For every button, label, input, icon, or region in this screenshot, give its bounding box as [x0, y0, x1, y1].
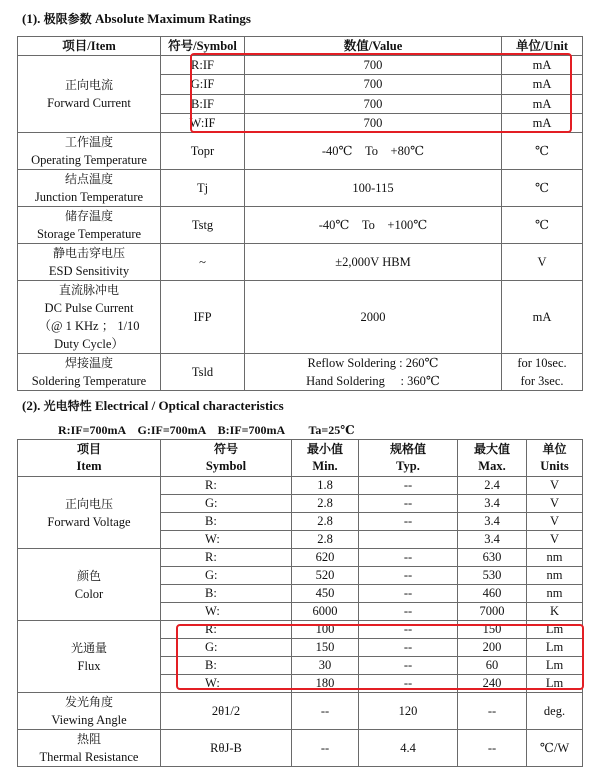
header-item: 项目/Item [18, 37, 161, 56]
unit-cell: ℃/W [527, 730, 583, 767]
color-group [18, 549, 583, 621]
min-cell: 180 [292, 675, 359, 693]
table-row [18, 730, 583, 767]
section2-number: (2). [22, 398, 41, 413]
max-cell: 630 [458, 549, 527, 567]
typ-cell: -- [359, 639, 458, 657]
forward-voltage-group [18, 477, 583, 549]
symbol-cell: W: [161, 531, 292, 549]
item-cn: 工作温度 [64, 135, 113, 149]
thermal-resistance-item [18, 730, 161, 767]
table-row [18, 207, 583, 244]
header-cn: 最大值 [473, 442, 510, 456]
typ-cell: -- [359, 621, 458, 639]
unit-cell: mA [502, 94, 583, 113]
item-en: DC Pulse Current [44, 301, 134, 315]
soldering-item [18, 354, 161, 391]
min-cell: 1.8 [292, 477, 359, 495]
min-cell: 520 [292, 567, 359, 585]
typ-cell: -- [359, 675, 458, 693]
viewing-angle-item [18, 693, 161, 730]
unit-cell [502, 354, 583, 391]
forward-voltage-item [18, 477, 161, 549]
symbol-cell: IFP [161, 281, 245, 354]
flux-highlight [176, 624, 584, 690]
item-en: Junction Temperature [34, 190, 144, 204]
value-cell: ±2,000V HBM [245, 244, 502, 281]
unit-cell: V [527, 495, 583, 513]
header-symbol: 符号/Symbol [161, 37, 245, 56]
item-en: Flux [77, 658, 101, 673]
symbol-cell: B: [161, 585, 292, 603]
max-cell: 3.4 [458, 495, 527, 513]
hand-duration: for 3sec. [520, 374, 564, 388]
max-cell: -- [458, 693, 527, 730]
symbol-cell: B:IF [161, 94, 245, 113]
max-cell: 60 [458, 657, 527, 675]
item-cn: 颜色 [76, 568, 101, 583]
max-cell: 240 [458, 675, 527, 693]
unit-cell: Lm [527, 657, 583, 675]
header-cn: 项目 [76, 442, 101, 456]
symbol-cell: Tsld [161, 354, 245, 391]
header-unit: 单位/Unit [502, 37, 583, 56]
reflow-duration: for 10sec. [517, 356, 567, 370]
header-cn: 符号 [213, 442, 238, 456]
min-cell: 2.8 [292, 495, 359, 513]
min-cell: 2.8 [292, 513, 359, 531]
max-cell: 460 [458, 585, 527, 603]
symbol-cell: R: [161, 621, 292, 639]
color-item [18, 549, 161, 621]
min-cell: -- [292, 730, 359, 767]
unit-cell: nm [527, 549, 583, 567]
table-row [18, 170, 583, 207]
max-cell: 7000 [458, 603, 527, 621]
header-cn: 最小值 [306, 442, 343, 456]
table-row [18, 477, 583, 495]
symbol-cell: 2θ1/2 [161, 693, 292, 730]
unit-cell: mA [502, 113, 583, 132]
item-cn: 储存温度 [64, 209, 113, 223]
typ-cell: -- [359, 495, 458, 513]
symbol-cell: R: [161, 549, 292, 567]
item-en: Storage Temperature [36, 227, 142, 241]
min-cell: 2.8 [292, 531, 359, 549]
unit-cell: mA [502, 75, 583, 94]
item-en: Operating Temperature [31, 153, 147, 167]
esd-item [18, 244, 161, 281]
typ-cell: -- [359, 567, 458, 585]
typ-cell: -- [359, 513, 458, 531]
header-en: Min. [312, 459, 338, 473]
max-cell: 3.4 [458, 513, 527, 531]
min-cell: 450 [292, 585, 359, 603]
unit-cell: nm [527, 585, 583, 603]
unit-cell: Lm [527, 675, 583, 693]
symbol-cell: G: [161, 495, 292, 513]
header-en: Item [76, 459, 102, 473]
table-header-row [18, 440, 583, 477]
item-en: Soldering Temperature [31, 374, 147, 388]
table-row [18, 244, 583, 281]
symbol-cell: W:IF [161, 113, 245, 132]
symbol-cell: Topr [161, 133, 245, 170]
item-cn: 直流脉冲电 [58, 283, 119, 297]
unit-cell: mA [502, 281, 583, 354]
section2-title-en: Electrical / Optical characteristics [94, 398, 284, 413]
item-en: Forward Voltage [47, 514, 131, 529]
section2-title-cn: 光电特性 [43, 399, 92, 413]
unit-cell: nm [527, 567, 583, 585]
symbol-cell: G: [161, 639, 292, 657]
typ-cell: 120 [359, 693, 458, 730]
value-cell: -40℃ To +80℃ [245, 133, 502, 170]
table-row [18, 354, 583, 391]
symbol-cell: Tstg [161, 207, 245, 244]
header-cn: 规格值 [389, 442, 426, 456]
symbol-cell: W: [161, 603, 292, 621]
unit-cell: Lm [527, 639, 583, 657]
symbol-cell: R: [161, 477, 292, 495]
item-cn: 焊接温度 [64, 356, 113, 370]
min-cell: -- [292, 693, 359, 730]
typ-cell [359, 531, 458, 549]
symbol-cell: ~ [161, 244, 245, 281]
header-symbol [161, 440, 292, 477]
electrical-optical-table [17, 439, 583, 767]
item-cn: 发光角度 [64, 695, 113, 709]
value-cell: 2000 [245, 281, 502, 354]
symbol-cell: W: [161, 675, 292, 693]
item-en-condition: （@ 1 KHz ； 1/10 [38, 319, 140, 333]
forward-current-highlight [190, 53, 572, 133]
flux-item [18, 621, 161, 693]
symbol-cell: RθJ-B [161, 730, 292, 767]
min-cell: 30 [292, 657, 359, 675]
symbol-cell: G: [161, 567, 292, 585]
unit-cell: ℃ [502, 133, 583, 170]
min-cell: 100 [292, 621, 359, 639]
max-cell: 2.4 [458, 477, 527, 495]
section1-title [22, 10, 251, 27]
value-cell: 100-115 [245, 170, 502, 207]
symbol-cell: R:IF [161, 56, 245, 75]
unit-cell: V [527, 531, 583, 549]
unit-cell: ℃ [502, 207, 583, 244]
item-cn: 正向电流 [64, 78, 113, 92]
value-cell [245, 354, 502, 391]
header-cn: 单位 [542, 442, 567, 456]
min-cell: 150 [292, 639, 359, 657]
value-cell: -40℃ To +100℃ [245, 207, 502, 244]
header-units [527, 440, 583, 477]
typ-cell: -- [359, 549, 458, 567]
max-cell: 200 [458, 639, 527, 657]
header-en: Max. [478, 459, 506, 473]
item-en: Thermal Resistance [39, 750, 139, 764]
item-en-duty: Duty Cycle） [54, 337, 124, 351]
unit-cell: V [527, 477, 583, 495]
dc-pulse-item [18, 281, 161, 354]
operating-temp-item [18, 133, 161, 170]
unit-cell: Lm [527, 621, 583, 639]
unit-cell: K [527, 603, 583, 621]
table-row [18, 549, 583, 567]
unit-cell: mA [502, 56, 583, 75]
item-en: ESD Sensitivity [48, 264, 130, 278]
section2-title [22, 397, 284, 414]
header-value: 数值/Value [245, 37, 502, 56]
symbol-cell: B: [161, 657, 292, 675]
item-en: Viewing Angle [51, 713, 127, 727]
storage-temp-item [18, 207, 161, 244]
max-cell: -- [458, 730, 527, 767]
unit-cell: ℃ [502, 170, 583, 207]
header-item [18, 440, 161, 477]
header-typ [359, 440, 458, 477]
table-row [18, 133, 583, 170]
max-cell: 3.4 [458, 531, 527, 549]
section1-title-en: Absolute Maximum Ratings [94, 11, 251, 26]
max-cell: 150 [458, 621, 527, 639]
item-cn: 光通量 [70, 640, 107, 655]
table-row [18, 693, 583, 730]
typ-cell: -- [359, 603, 458, 621]
header-en: Symbol [205, 459, 247, 473]
item-cn: 静电击穿电压 [52, 246, 125, 260]
unit-cell: V [502, 244, 583, 281]
symbol-cell: Tj [161, 170, 245, 207]
header-en: Units [540, 459, 569, 473]
unit-cell: V [527, 513, 583, 531]
value-cell: 700 [245, 56, 502, 75]
table-row [18, 281, 583, 354]
value-cell: 700 [245, 113, 502, 132]
junction-temp-item [18, 170, 161, 207]
item-en: Forward Current [47, 96, 131, 110]
min-cell: 620 [292, 549, 359, 567]
min-cell: 6000 [292, 603, 359, 621]
header-min [292, 440, 359, 477]
item-cn: 热阻 [76, 732, 101, 746]
item-en: Color [74, 586, 104, 601]
reflow-soldering: Reflow Soldering : 260℃ [307, 356, 439, 370]
typ-cell: -- [359, 477, 458, 495]
max-cell: 530 [458, 567, 527, 585]
hand-soldering: Hand Soldering : 360℃ [306, 374, 440, 388]
item-cn: 正向电压 [64, 496, 113, 511]
header-en: Typ. [396, 459, 420, 473]
forward-current-item [18, 56, 161, 133]
item-cn: 结点温度 [64, 172, 113, 186]
symbol-cell: B: [161, 513, 292, 531]
value-cell: 700 [245, 75, 502, 94]
section1-title-cn: 极限参数 [43, 12, 92, 26]
typ-cell: -- [359, 657, 458, 675]
value-cell: 700 [245, 94, 502, 113]
test-conditions: R:IF=700mA G:IF=700mA B:IF=700mA Ta=25℃ [58, 423, 355, 437]
unit-cell: deg. [527, 693, 583, 730]
header-max [458, 440, 527, 477]
section1-number: (1). [22, 11, 41, 26]
typ-cell: 4.4 [359, 730, 458, 767]
symbol-cell: G:IF [161, 75, 245, 94]
typ-cell: -- [359, 585, 458, 603]
